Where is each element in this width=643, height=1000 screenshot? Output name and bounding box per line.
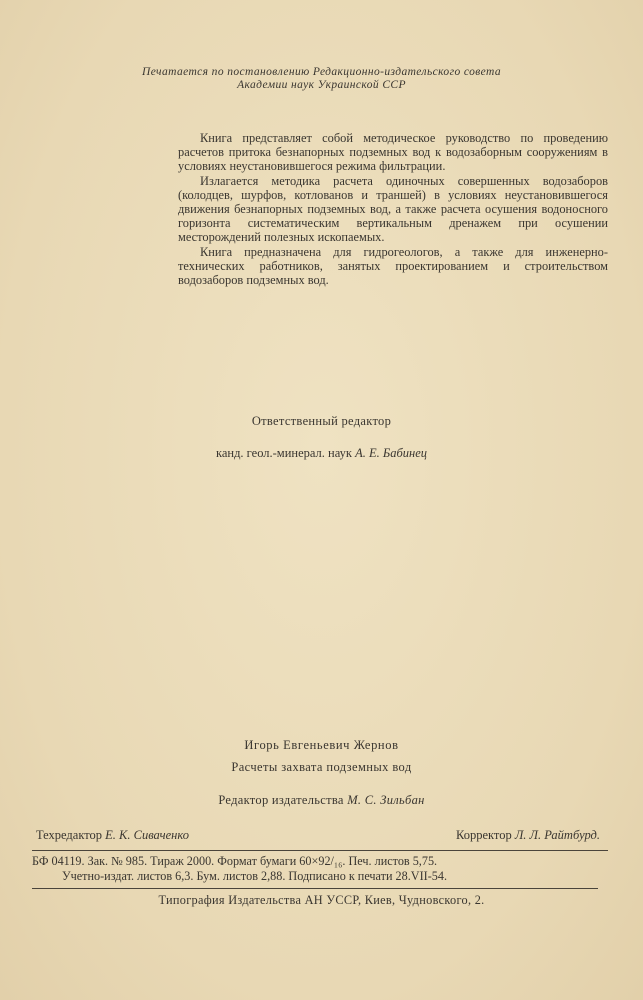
proofreader <box>456 828 600 843</box>
tech-editor-label: Техредактор <box>36 828 103 842</box>
responsible-editor-title: Ответственный редактор <box>251 414 392 428</box>
divider-bottom <box>32 888 598 889</box>
specs-line-1: БФ 04119. Зак. № 985. Тираж 2000. Формат бумаги 60×92/₁₆. Печ. листов 5,75. <box>32 854 438 868</box>
printer-info: Типография Издательства АН УССР, Киев, Чудновского, 2. <box>158 893 485 907</box>
print-specs <box>32 854 607 883</box>
tech-editor <box>36 828 189 843</box>
credits-row <box>36 828 600 843</box>
imprint-line-1: Печатается по постановлению Редакционно-издательского совета <box>142 66 501 78</box>
proofreader-name: Л. Л. Райтбурд. <box>514 828 600 842</box>
divider-top <box>32 850 608 851</box>
responsible-editor-degree: канд. геол.-минерал. наук <box>215 446 352 460</box>
imprint-line-2: Академии наук Украинской ССР <box>237 79 406 91</box>
abstract <box>178 131 608 287</box>
responsible-editor <box>0 446 643 461</box>
specs-line-2: Учетно-издат. листов 6,3. Бум. листов 2,88. Подписано к печати 28.VII-54. <box>62 868 447 883</box>
book-title: Расчеты захвата подземных вод <box>231 760 412 774</box>
imprint-note <box>0 66 643 92</box>
publishing-editor <box>0 793 643 808</box>
abstract-paragraph: Книга предназначена для гидрогеологов, а также для инженерно-технических работников, занятых проектированием и строительством водозаборов подземных вод. <box>178 244 608 288</box>
abstract-paragraph: Излагается методика расчета одиночных совершенных водозаборов (колодцев, шурфов, котлованов и траншей) в условиях неустановившегося движения безнапорных подземных вод, а также расчета осушения водоносного горизонта систематическим вертикальным дренажем при осушении месторождений полезных ископаемых. <box>178 173 608 245</box>
abstract-paragraph: Книга представляет собой методическое руководство по проведению расчетов притока безнапорных подземных вод к водозаборным сооружениям в условиях неустановившегося режима фильтрации. <box>178 131 608 174</box>
publishing-editor-label: Редактор издательства <box>218 793 344 807</box>
author-name: Игорь Евгеньевич Жернов <box>244 738 399 752</box>
publishing-editor-name: М. С. Зильбан <box>347 793 425 807</box>
proofreader-label: Корректор <box>455 828 512 842</box>
tech-editor-name: Е. К. Сиваченко <box>105 828 189 842</box>
responsible-editor-name: А. Е. Бабинец <box>355 446 428 460</box>
